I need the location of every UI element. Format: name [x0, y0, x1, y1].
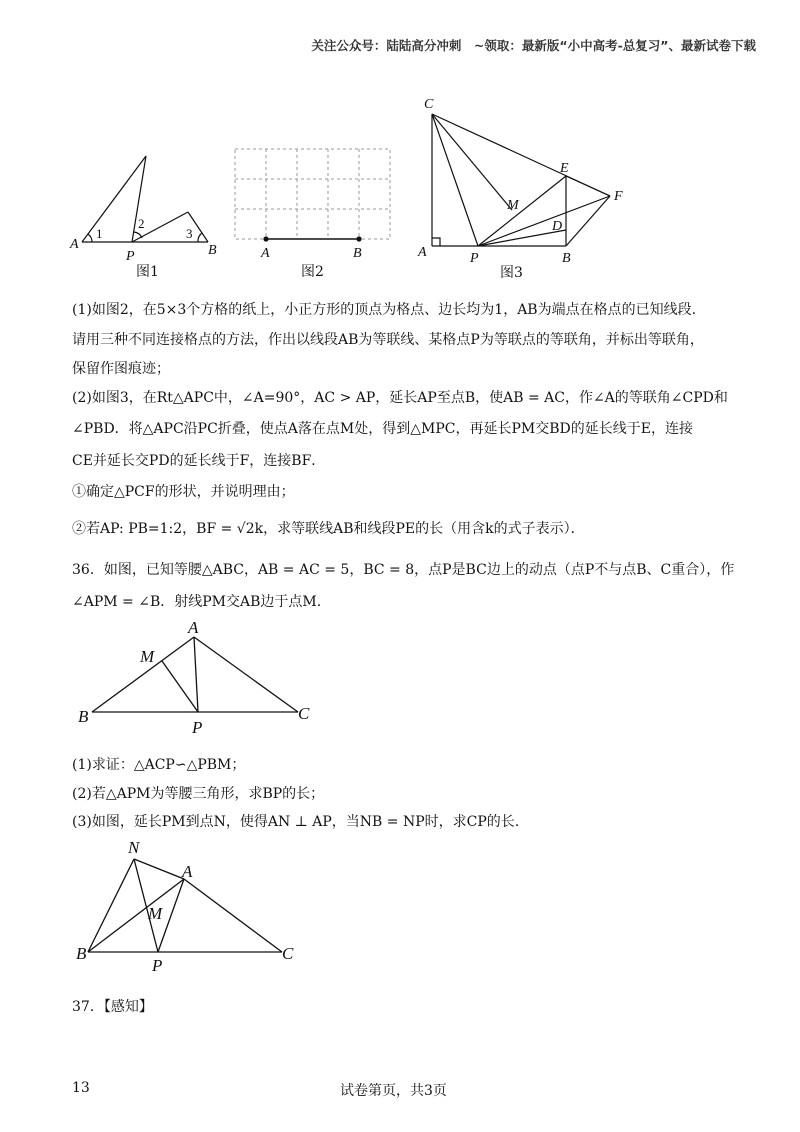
fig2-caption: 图2 [301, 264, 324, 280]
fig5-label-a: A [182, 862, 193, 881]
figure-3 [410, 92, 640, 282]
figure-2 [225, 145, 395, 280]
q35-line-1: (1)如图2，在5×3个方格的纸上，小正方形的顶点为格点、边长均为1，AB为端点在格点的已知线段. [72, 302, 697, 318]
fig1-label-a: A [70, 237, 79, 252]
fig4-ac [194, 637, 298, 712]
fig2-point-b [356, 236, 361, 241]
fig3-label-f: F [614, 189, 623, 204]
q35-line-5: ∠PBD．将△APC沿PC折叠，使点A落在点M处，得到△MPC，再延长PM交BD的延长线于E，连接 [72, 421, 693, 437]
q35-line-2: 请用三种不同连接格点的方法，作出以线段AB为等联线、某格点P为等联点的等联角，并标出等联角， [72, 332, 704, 348]
fig1-label-p: P [126, 249, 135, 264]
fig4-label-a: A [188, 618, 199, 637]
fig3-label-p: P [470, 251, 479, 266]
fig1-segment-a-top [82, 156, 146, 242]
fig3-label-c: C [424, 97, 434, 112]
fig4-label-c: C [298, 704, 310, 723]
fig3-cp [432, 114, 478, 246]
fig4-label-m: M [140, 647, 155, 666]
fig2-point-a [263, 236, 268, 241]
q36-sub-2: (2)若△APM为等腰三角形，求BP的长； [72, 786, 325, 802]
fig1-angle-3-arc [198, 233, 202, 242]
fig3-label-a: A [418, 245, 427, 260]
fig3-ef [566, 176, 610, 196]
figure-1 [70, 150, 220, 280]
fig1-angle-1-arc [88, 234, 92, 242]
fig1-caption: 图1 [136, 264, 159, 280]
fig3-pe [478, 176, 566, 246]
q35-line-8: ②若AP: PB=1:2，BF = √2k，求等联线AB和线段PE的长（用含k的式子表示）． [72, 521, 585, 537]
q37-heading: 37．【感知】 [72, 999, 153, 1015]
fig5-ab [88, 879, 184, 952]
fig5-nb [88, 859, 134, 952]
fig3-pf [478, 196, 610, 246]
fig4-ap [194, 637, 198, 712]
q36-sub-3: (3)如图，延长PM到点N，使得AN ⊥ AP，当NB = NP时，求CP的长. [72, 814, 520, 830]
fig3-caption: 图3 [500, 265, 523, 281]
fig1-label-3: 3 [186, 226, 193, 241]
fig5-label-n: N [128, 838, 140, 857]
q35-line-4: (2)如图3，在Rt△APC中，∠A=90°，AC > AP，延长AP至点B，使AB = AC，作∠A的等联角∠CPD和 [72, 390, 728, 406]
q35-line-3: 保留作图痕迹； [72, 361, 170, 377]
fig5-label-b: B [76, 944, 87, 963]
fig5-label-m: M [148, 904, 163, 923]
figure-4 [70, 615, 330, 735]
fig3-label-e: E [560, 161, 569, 176]
q35-line-7: ①确定△PCF的形状，并说明理由； [72, 484, 295, 500]
fig2-label-b: B [353, 246, 362, 261]
fig5-na [134, 859, 184, 879]
figure-5 [72, 837, 312, 977]
fig4-label-p: P [192, 718, 203, 737]
fig5-label-c: C [282, 944, 294, 963]
fig4-mp [162, 661, 198, 712]
fig1-label-b: B [208, 243, 217, 258]
q36-line-1: 36．如图，已知等腰△ABC，AB = AC = 5，BC = 8，点P是BC边上的动点（点P不与点B、C重合），作 [72, 562, 735, 578]
page-header: 关注公众号：陆陆高分冲刺 ~领取：最新版“小中高考-总复习”、最新试卷下载 [311, 38, 756, 53]
page-footer-text: 试卷第页，共3页 [340, 1083, 447, 1099]
page-number: 13 [72, 1080, 90, 1096]
fig3-label-m: M [507, 198, 519, 213]
fig3-right-angle [432, 238, 440, 246]
q36-line-2: ∠APM = ∠B．射线PM交AB边于点M. [72, 594, 322, 610]
fig3-label-b: B [562, 251, 571, 266]
fig1-label-2: 2 [138, 216, 145, 231]
fig1-label-1: 1 [96, 226, 103, 241]
fig2-label-a: A [261, 246, 270, 261]
q36-sub-1: (1)求证：△ACP∽△PBM； [72, 757, 246, 773]
fig3-bf [566, 196, 610, 246]
fig4-label-b: B [78, 707, 89, 726]
fig3-label-d: D [552, 219, 563, 234]
fig3-cm [432, 114, 512, 210]
fig5-ac [184, 879, 282, 952]
fig5-label-p: P [152, 956, 163, 975]
q35-line-6: CE并延长交PD的延长线于F，连接BF． [72, 453, 326, 469]
